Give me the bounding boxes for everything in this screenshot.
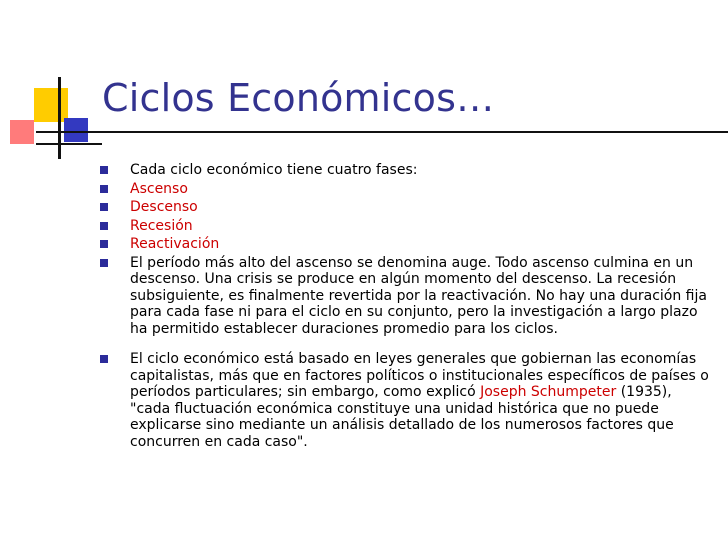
- square-bullet-icon: [100, 240, 108, 248]
- logo-red-square: [10, 120, 34, 144]
- bullet-list: [100, 162, 710, 452]
- corner-logo: [0, 0, 110, 170]
- logo-yellow-square: [34, 88, 68, 122]
- logo-vertical-line: [58, 77, 61, 159]
- bullet-text: Reactivación: [130, 236, 220, 252]
- schumpeter-link[interactable]: Joseph Schumpeter: [480, 384, 617, 400]
- bullet-text: El período más alto del ascenso se denomina auge. Todo ascenso culmina en un descenso. Una crisis se produce en algún momento del descenso. La recesión subsiguiente, es finalmente revertida por la reactivación. No hay una duración fija para cada fase ni para el ciclo en su conjunto, pero la investigación a largo plazo ha permitido establecer duraciones promedio para los ciclos.: [130, 254, 707, 337]
- bullet-item-reactivacion: [100, 236, 710, 253]
- square-bullet-icon: [100, 222, 108, 230]
- bullet-item-schumpeter: [100, 351, 710, 450]
- square-bullet-icon: [100, 259, 108, 267]
- bullet-item: [100, 162, 710, 179]
- bullet-item-descenso: [100, 199, 710, 216]
- title-divider-line: [36, 131, 728, 133]
- bullet-text: Cada ciclo económico tiene cuatro fases:: [130, 162, 418, 178]
- logo-blue-square: [64, 118, 88, 142]
- bullet-text: Ascenso: [130, 180, 188, 197]
- slide-title: Ciclos Económicos…: [102, 76, 495, 120]
- bullet-text: Recesión: [130, 217, 193, 234]
- square-bullet-icon: [100, 185, 108, 193]
- square-bullet-icon: [100, 355, 108, 363]
- logo-horizontal-line: [36, 143, 102, 145]
- bullet-text-before: El ciclo económico está basado en leyes generales que gobiernan las economías capitalistas, más que en factores políticos o institucionales específicos de países o períodos particulares; sin embargo, como explicó: [130, 351, 709, 400]
- square-bullet-icon: [100, 203, 108, 211]
- bullet-text: Descenso: [130, 199, 198, 215]
- square-bullet-icon: [100, 166, 108, 174]
- bullet-item-ascenso: [100, 181, 710, 198]
- bullet-text-after: (1935), "cada fluctuación económica constituye una unidad histórica que no puede explicarse sino mediante un análisis detallado de los numerosos factores que concurren en cada caso".: [130, 384, 674, 450]
- bullet-item-recesion: [100, 218, 710, 235]
- bullet-item-auge: [100, 255, 710, 338]
